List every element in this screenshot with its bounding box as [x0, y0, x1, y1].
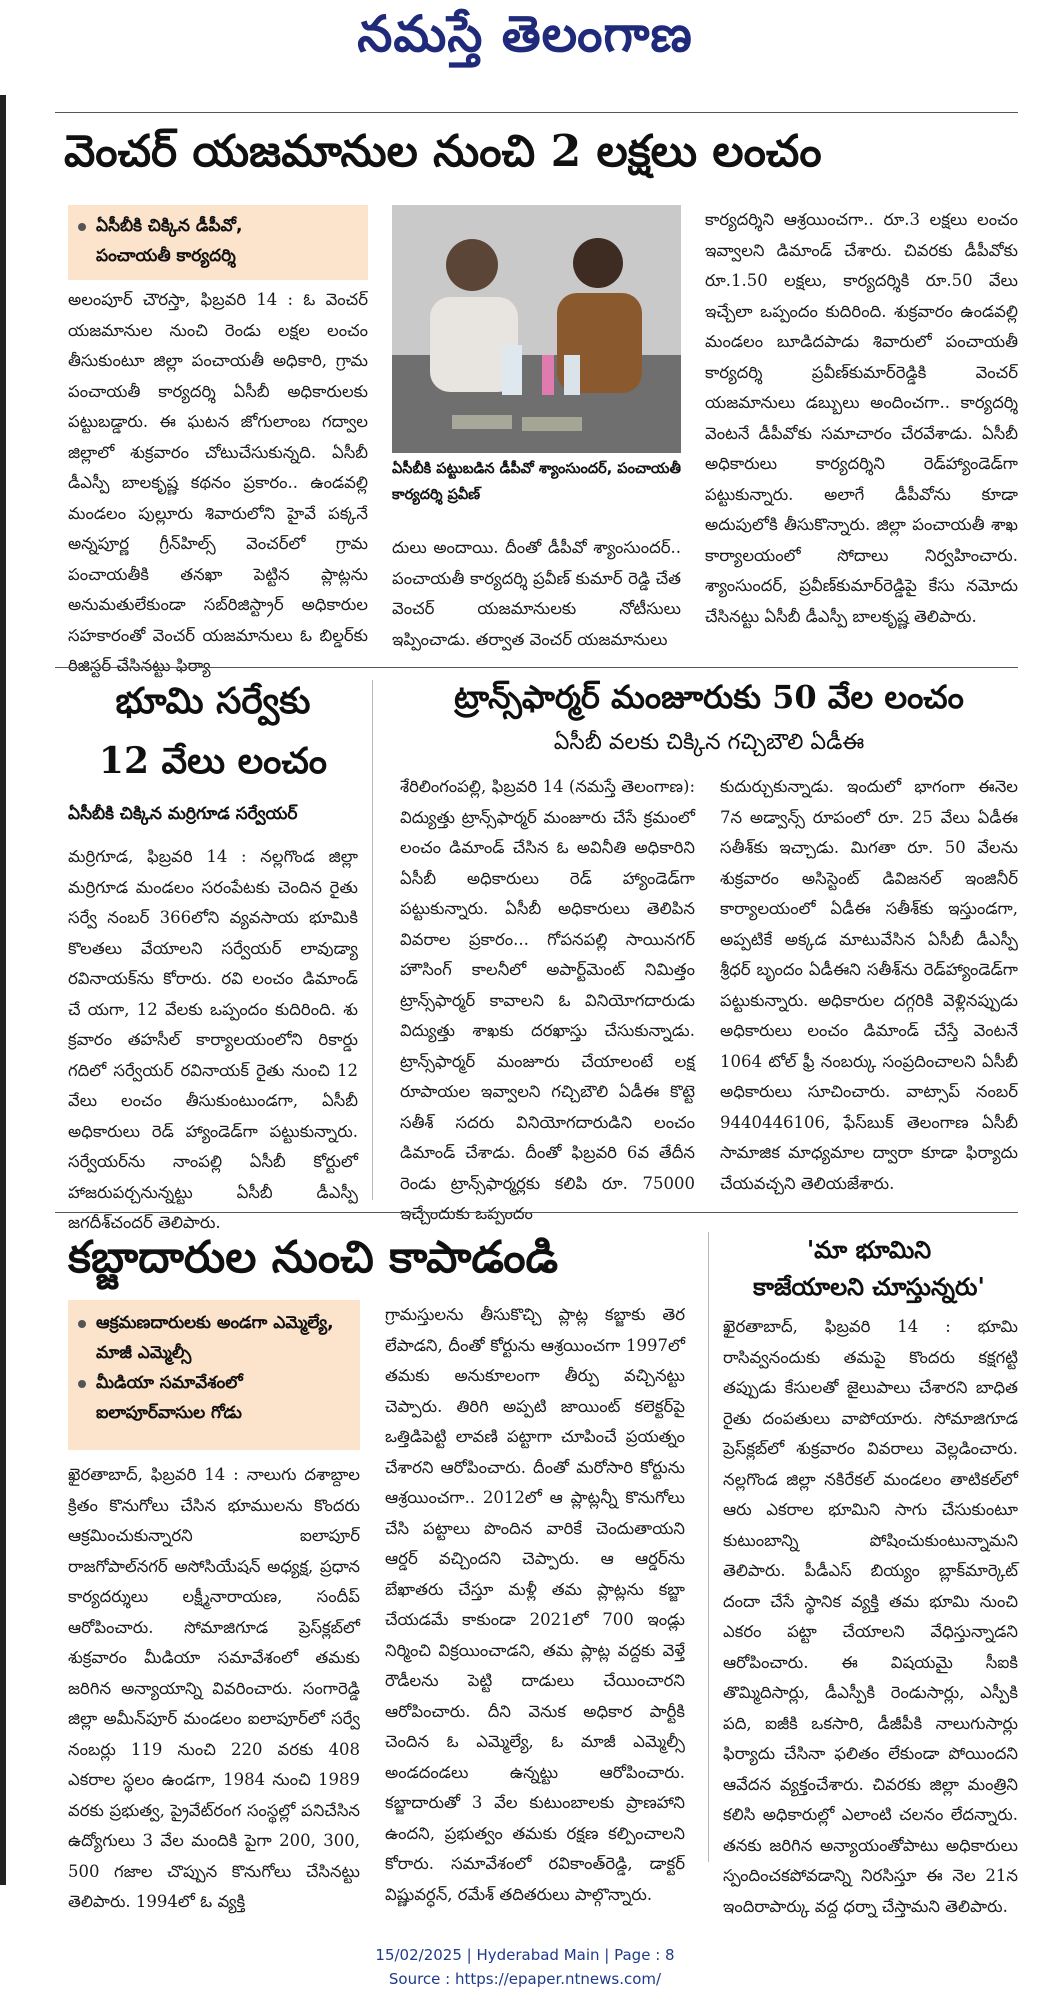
column-divider [708, 1232, 709, 1862]
story4-column-2: గ్రామస్తులను తీసుకొచ్చి ప్లాట్ల కబ్జాకు తెర లేపాడని, దీంతో కోర్టును ఆశ్రయించగా 1997లో తమకు అనుకూలంగా తీర్పు వచ్చినట్టు చెప్పారు. తిరిగి అప్పటి జాయింట్ కలెక్టర్‌పై ఒత్తిడిపెట్టి లావణి పట్టాగా చూపించే ప్రయత్నం చేశారని ఆరోపించారు. దీంతో మరోసారి కోర్టును ఆశ్రయించగా.. 2012లో ఆ ప్లాట్లన్నీ కొనుగోలు చేసి పట్టాలు పొందిన వారికే చెందుతాయని ఆర్డర్ వచ్చిందని చెప్పారు. ఆ ఆర్డర్‌ను బేఖాతరు చేస్తూ మళ్లీ తమ ప్లాట్లను కబ్జా చేయడమే కాకుండా 2021లో 700 ఇండ్లు నిర్మించి విక్రయించాడని, తమ ప్లాట్ల వద్దకు వెళ్తే రౌడీలను పెట్టి దాడులు చేయించారని ఆరోపించారు. దీని వెనుక అధికార పార్టీకి చెందిన ఓ ఎమ్మెల్యే, ఓ మాజీ ఎమ్మెల్సీ అండదండలు ఉన్నట్టు ఆరోపించారు. కబ్జాదారుతో 3 వేల కుటుంబాలకు ప్రాణహాని ఉందని, ప్రభుత్వం తమకు రక్షణ కల్పించాలని కోరారు. సమావేశంలో రవికాంత్‌రెడ్డి, డాక్టర్ విష్ణువర్ధన్, రమేశ్ తదితరులు పాల్గొన్నారు. [385, 1305, 685, 1904]
newspaper-masthead: నమస్తే తెలంగాణ [357, 4, 693, 63]
footer-source-link[interactable]: Source : https://epaper.ntnews.com/ [388, 1970, 662, 1988]
story4-highlight-item: ఆక్రమణదారులకు అండగా ఎమ్మెల్యే, మాజీ ఎమ్మెల్సీ [96, 1313, 334, 1363]
section-rule-1 [55, 667, 1018, 668]
story5-headline-line-2: కాజేయాలని చూస్తున్నరు' [753, 1272, 985, 1301]
column-divider [372, 680, 373, 1200]
story1-highlight-box [68, 205, 368, 280]
story2-subhead: ఏసీబీకి చిక్కిన మర్రిగూడ సర్వేయర్ [68, 804, 298, 824]
section-rule-2 [55, 1212, 1018, 1213]
story4-highlight-box [68, 1300, 360, 1450]
story1-photo [392, 205, 681, 453]
bullet-icon [78, 1380, 86, 1388]
story1-highlight-line: ఏసీబీకి చిక్కిన డీపీవో, [96, 216, 243, 236]
bullet-icon [78, 223, 86, 231]
story4-headline: కబ్జాదారుల నుంచి కాపాడండి [68, 1232, 559, 1283]
officials-photo-image [392, 205, 681, 453]
story3-subhead: ఏసీబీ వలకు చిక్కిన గచ్చిబౌలి ఏడీఈ [553, 730, 865, 755]
story1-column-3: కార్యదర్శిని ఆశ్రయించగా.. రూ.3 లక్షలు లంచం ఇవ్వాలని డిమాండ్ చేశారు. చివరకు డీపీవోకు రూ.1.50 లక్షలు, కార్యదర్శికి రూ.50 వేలు ఇచ్చేలా ఒప్పందం కుదిరింది. శుక్రవారం ఉండవల్లి మండలం బూడిదపాడు శివారులో పంచాయతీ కార్యదర్శి ప్రవీణ్‌కుమార్‌రెడ్డికి వెంచర్ యజమానులు డబ్బులు అందించగా.. కార్యదర్శి వెంటనే డీపీవోకు సమాచారం చేరవేశాడు. ఏసీబీ అధికారులు కార్యదర్శిని రెడ్‌హ్యాండెడ్‌గా పట్టుకున్నారు. అలాగే డీపీవోను కూడా అదుపులోకి తీసుకొన్నారు. జిల్లా పంచాయతీ శాఖ కార్యాలయంలో సోదాలు నిర్వహించారు. శ్యాంసుందర్, ప్రవీణ్‌కుమార్‌రెడ్డిపై కేసు నమోదు చేసినట్టు ఏసీబీ డీఎస్పీ బాలకృష్ణ తెలిపారు. [705, 210, 1018, 626]
story1-highlight-line: పంచాయతీ కార్యదర్శి [96, 246, 236, 266]
story1-column-1: అలంపూర్ చౌరస్తా, ఫిబ్రవరి 14 : ఓ వెంచర్ యజమానుల నుంచి రెండు లక్షల లంచం తీసుకుంటూ జిల్లా పంచాయతీ అధికారి, గ్రామ పంచాయతీ కార్యదర్శి ఏసీబీ అధికారులకు పట్టుబడ్డారు. ఈ ఘటన జోగులాంబ గద్వాల జిల్లాలో శుక్రవారం చోటుచేసుకున్నది. ఏసీబీ డీఎస్పీ బాలకృష్ణ కథనం ప్రకారం.. ఉండవల్లి మండలం పుల్లూరు శివారులోని హైవే పక్కనే అన్నపూర్ణ గ్రీన్‌హిల్స్ వెంచర్‌లో గ్రామ పంచాయతీకి తనఖా పెట్టిన ప్లాట్లను అనుమతులేకుండా సబ్‌రిజిస్ట్రార్ అధికారుల సహకారంతో వెంచర్ యజమానులు ఓ బిల్డర్‌కు రిజిస్టర్ చేసినట్టు ఫిర్యా [68, 290, 368, 675]
story1-column-2: దులు అందాయి. దీంతో డీపీవో శ్యాంసుందర్.. పంచాయతీ కార్యదర్శి ప్రవీణ్ కుమార్ రెడ్డి చేత వెంచర్ యజమానులకు నోటీసులు ఇప్పించాడు. తర్వాత వెంచర్ యజమానులు [392, 538, 681, 649]
story2-headline-line-2: 12 వేలు లంచం [98, 740, 328, 782]
story4-highlight-item: మీడియా సమావేశంలో ఐలాపూర్‌వాసుల గోడు [96, 1373, 243, 1423]
bullet-icon [78, 1320, 86, 1328]
top-rule [55, 112, 1018, 113]
story1-headline: వెంచర్ యజమానుల నుంచి 2 లక్షలు లంచం [64, 126, 822, 177]
story2-headline-line-1: భూమి సర్వేకు [115, 680, 311, 722]
footer-edition-info: 15/02/2025 | Hyderabad Main | Page : 8 [375, 1946, 675, 1964]
story5-body: ఖైరతాబాద్, ఫిబ్రవరి 14 : భూమి రాసివ్వనందుకు తమపై కొందరు కక్షగట్టి తప్పుడు కేసులతో జైలుపాలు చేశారని బాధిత రైతు దంపతులు వాపోయారు. సోమాజిగూడ ప్రెస్‌క్లబ్‌లో శుక్రవారం వివరాలు వెల్లడించారు. నల్లగొండ జిల్లా నకిరేకల్ మండలం తాటికల్‌లో ఆరు ఎకరాల భూమిని సాగు చేసుకుంటూ కుటుంబాన్ని పోషించుకుంటున్నామని తెలిపారు. పీడీఎస్ బియ్యం బ్లాక్‌మార్కెట్ దందా చేసే స్థానిక వ్యక్తి తమ భూమి నుంచి ఎకరం పట్టా చేయాలని వేధిస్తున్నాడని ఆరోపించారు. ఈ విషయమై సీఐకి తొమ్మిదిసార్లు, డీఎస్పీకి రెండుసార్లు, ఎస్పీకి పది, ఐజీకి ఒకసారి, డీజీపీకి నాలుగుసార్లు ఫిర్యాదు చేసినా ఫలితం లేకుండా పోయిందని ఆవేదన వ్యక్తంచేశారు. చివరకు జిల్లా మంత్రిని కలిసి అధికారుల్లో ఎలాంటి చలనం లేదన్నారు. తనకు జరిగిన అన్యాయంతోపాటు అధికారులు స్పందించకపోవడాన్ని నిరసిస్తూ ఈ నెల 21న ఇందిరాపార్కు వద్ద ధర్నా చేస్తామని తెలిపారు. [723, 1317, 1018, 1916]
story2-body: మర్రిగూడ, ఫిబ్రవరి 14 : నల్లగొండ జిల్లా మర్రిగూడ మండలం సరంపేటకు చెందిన రైతు సర్వే నంబర్ 366లోని వ్యవసాయ భూమికి కొలతలు వేయాలని సర్వేయర్ లావుడ్యా రవినాయక్‌ను కోరారు. రవి లంచం డిమాండ్ చే యగా, 12 వేలకు ఒప్పందం కుదిరింది. శు క్రవారం తహసీల్ కార్యాలయంలోని రికార్డు గదిలో సర్వేయర్ రవినాయక్ రైతు నుంచి 12 వేలు లంచం తీసుకుంటుండగా, ఏసీబీ అధికారులు రెడ్ హ్యాండెడ్‌గా పట్టుకున్నారు. సర్వేయర్‌ను నాంపల్లి ఏసీబీ కోర్టులో హాజరుపర్చనున్నట్టు ఏసీబీ డీఎస్పీ జగదీశ్‌చందర్ తెలిపారు. [68, 847, 358, 1232]
story3-column-2: కుదుర్చుకున్నాడు. ఇందులో భాగంగా ఈనెల 7న అడ్వాన్స్ రూపంలో రూ. 25 వేలు ఏడీఈ సతీశ్‌కు ఇచ్చాడు. మిగతా రూ. 50 వేలను శుక్రవారం అసిస్టెంట్ డివిజనల్ ఇంజినీర్ కార్యాలయంలో ఏడీఈ సతీశ్‌కు ఇస్తుండగా, అప్పటికే అక్కడ మాటువేసిన ఏసీబీ డీఎస్పీ శ్రీధర్ బృందం ఏడీఈని సతీశ్‌ను రెడ్‌హ్యాండెడ్‌గా పట్టుకున్నారు. అధికారుల దగ్గరికి వెళ్లినప్పుడు అధికారులు లంచం డిమాండ్ చేస్తే వెంటనే 1064 టోల్ ఫ్రీ నంబర్కు సంప్రదించాలని ఏసీబీ అధికారులు సూచించారు. వాట్సాప్ నంబర్ 9440446106, ఫేస్‌బుక్ తెలంగాణ ఏసీబీ సామాజిక మాధ్యమాల ద్వారా కూడా ఫిర్యాదు చేయవచ్చని తెలియజేశారు. [720, 777, 1018, 1193]
story4-column-1: ఖైరతాబాద్, ఫిబ్రవరి 14 : నాలుగు దశాబ్దాల క్రితం కొనుగోలు చేసిన భూములను కొందరు ఆక్రమించుకున్నారని ఐలాపూర్ రాజగోపాల్‌నగర్ అసోసియేషన్ అధ్యక్ష, ప్రధాన కార్యదర్శులు లక్ష్మీనారాయణ, సందీప్ ఆరోపించారు. సోమాజిగూడ ప్రెస్‌క్లబ్‌లో శుక్రవారం మీడియా సమావేశంలో తమకు జరిగిన అన్యాయాన్ని వివరించారు. సంగారెడ్డి జిల్లా అమీన్‌పూర్ మండలం ఐలాపూర్‌లో సర్వే నంబర్లు 119 నుంచి 220 వరకు 408 ఎకరాల స్థలం ఉండగా, 1984 నుంచి 1989 వరకు ప్రభుత్వ, ప్రైవేట్‌రంగ సంస్థల్లో పనిచేసిన ఉద్యోగులు 3 వేల మందికి పైగా 200, 300, 500 గజాల చొప్పున కొనుగోలు చేసినట్టు తెలిపారు. 1994లో ఓ వ్యక్తి [68, 1465, 360, 1911]
page-edge-strip [0, 95, 6, 1885]
story1-photo-caption: ఏసీబీకి పట్టుబడిన డీపీవో శ్యాంసుందర్, పంచాయతీ కార్యదర్శి ప్రవీణ్ [392, 461, 681, 503]
story5-headline-line-1: 'మా భూమిని [806, 1235, 932, 1264]
story3-headline: ట్రాన్స్‌ఫార్మర్ మంజూరుకు 50 వేల లంచం [454, 678, 964, 716]
story3-column-1: శేరిలింగంపల్లి, ఫిబ్రవరి 14 (నమస్తే తెలంగాణ): విద్యుత్తు ట్రాన్స్‌ఫార్మర్ మంజూరు చేసే క్రమంలో లంచం డిమాండ్ చేసిన ఓ అవినీతి అధికారిని ఏసీబీ అధికారులు రెడ్ హ్యాండెడ్‌గా పట్టుకున్నారు. ఏసీబీ అధికారులు తెలిపిన వివరాల ప్రకారం... గోపనపల్లి సాయినగర్ హౌసింగ్ కాలనీలో అపార్ట్‌మెంట్ నిమిత్తం ట్రాన్స్‌ఫార్మర్ కావాలని ఓ వినియోగదారుడు విద్యుత్తు శాఖకు దరఖాస్తు చేసుకున్నాడు. ట్రాన్స్‌ఫార్మర్ మంజూరు చేయాలంటే లక్ష రూపాయల ఇవ్వాలని గచ్చిబౌలి ఏడీఈ కొట్టె సతీశ్ సదరు వినియోగదారుడిని లంచం డిమాండ్ చేశాడు. దీంతో ఫిబ్రవరి 6వ తేదీన రెండు ట్రాన్స్‌ఫార్మర్లకు కలిపి రూ. 75000 ఇచ్చేందుకు ఒప్పందం [400, 777, 695, 1223]
